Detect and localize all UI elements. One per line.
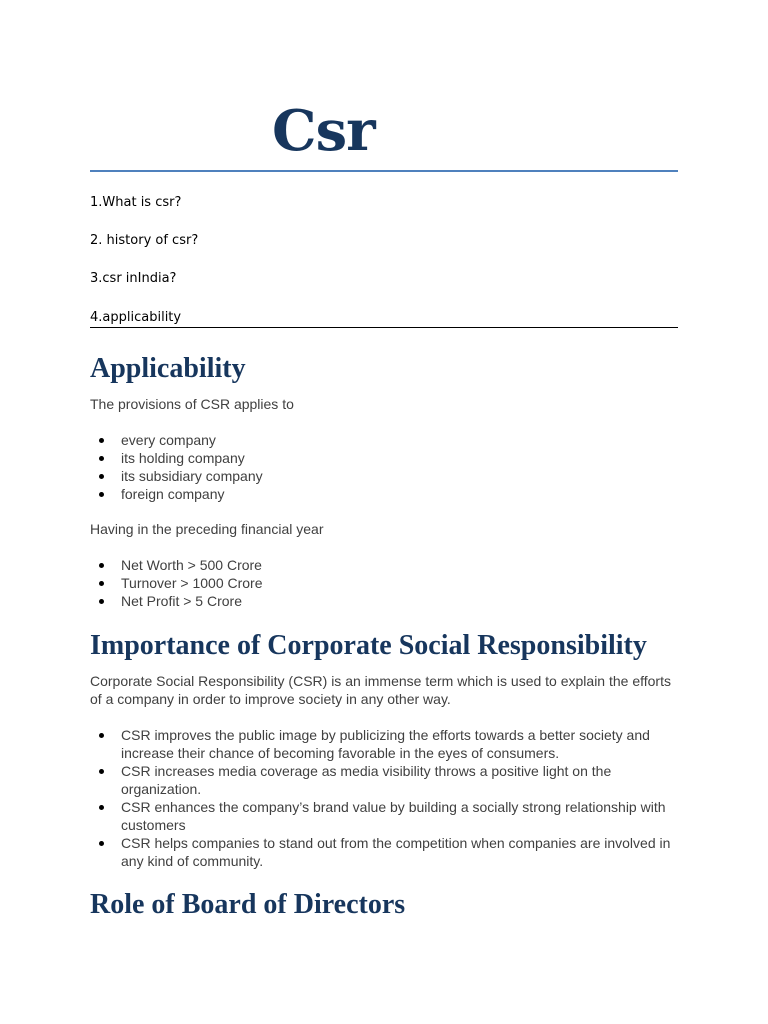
applicability-criteria-intro: Having in the preceding financial year (90, 521, 324, 537)
title-underline (90, 170, 678, 172)
list-item-text: foreign company (121, 486, 225, 502)
bullet-icon (99, 438, 104, 443)
toc-label: history of csr? (106, 233, 199, 248)
toc-item-history-of-csr (90, 232, 198, 250)
toc-item-what-is-csr (90, 194, 181, 212)
list-item-text: CSR improves the public image by publicizing the efforts towards a better society and increase their chance of becoming favorable in the eyes of consumers. (121, 727, 650, 761)
list-item (90, 834, 680, 870)
applicability-criteria-list (90, 556, 680, 610)
toc-number: 4. (90, 310, 103, 325)
list-item-text: its holding company (121, 450, 245, 466)
list-item-text: Net Profit > 5 Crore (121, 593, 242, 609)
bullet-icon (99, 563, 104, 568)
bullet-icon (99, 805, 104, 810)
toc-number: 1. (90, 195, 103, 210)
applicability-intro: The provisions of CSR applies to (90, 396, 294, 412)
bullet-icon (99, 492, 104, 497)
list-item (90, 449, 680, 467)
toc-label: What is csr? (102, 195, 182, 210)
bullet-icon (99, 474, 104, 479)
list-item-text: every company (121, 432, 216, 448)
toc-number: 2. (90, 233, 107, 248)
heading-importance: Importance of Corporate Social Responsibility (90, 630, 647, 661)
bullet-icon (99, 599, 104, 604)
list-item (90, 726, 680, 762)
applicability-entity-list (90, 431, 680, 503)
toc-number: 3. (90, 271, 103, 286)
bullet-icon (99, 733, 104, 738)
toc-label: csr inIndia? (102, 271, 177, 286)
bullet-icon (99, 769, 104, 774)
bullet-icon (99, 581, 104, 586)
heading-applicability: Applicability (90, 353, 246, 384)
toc-label: applicability (102, 310, 182, 325)
toc-item-csr-in-india (90, 270, 176, 288)
list-item (90, 431, 680, 449)
list-item (90, 762, 680, 798)
toc-item-applicability (90, 309, 181, 327)
heading-board-of-directors: Role of Board of Directors (90, 889, 406, 920)
importance-points-list (90, 726, 680, 870)
list-item (90, 556, 680, 574)
bullet-icon (99, 456, 104, 461)
list-item-text: its subsidiary company (121, 468, 263, 484)
bullet-icon (99, 841, 104, 846)
list-item (90, 485, 680, 503)
list-item-text: CSR helps companies to stand out from the competition when companies are involved in any kind of community. (121, 835, 671, 869)
list-item (90, 592, 680, 610)
list-item-text: Net Worth > 500 Crore (121, 557, 262, 573)
toc-bottom-rule (90, 327, 678, 328)
list-item (90, 574, 680, 592)
list-item-text: Turnover > 1000 Crore (121, 575, 263, 591)
importance-intro: Corporate Social Responsibility (CSR) is an immense term which is used to explain the efforts of a company in order to improve society in any other way. (90, 673, 671, 707)
list-item (90, 798, 680, 834)
list-item-text: CSR increases media coverage as media visibility throws a positive light on the organization. (121, 763, 612, 797)
document-title: Csr (272, 98, 375, 164)
list-item (90, 467, 680, 485)
list-item-text: CSR enhances the company’s brand value by building a socially strong relationship with customers (121, 799, 666, 833)
